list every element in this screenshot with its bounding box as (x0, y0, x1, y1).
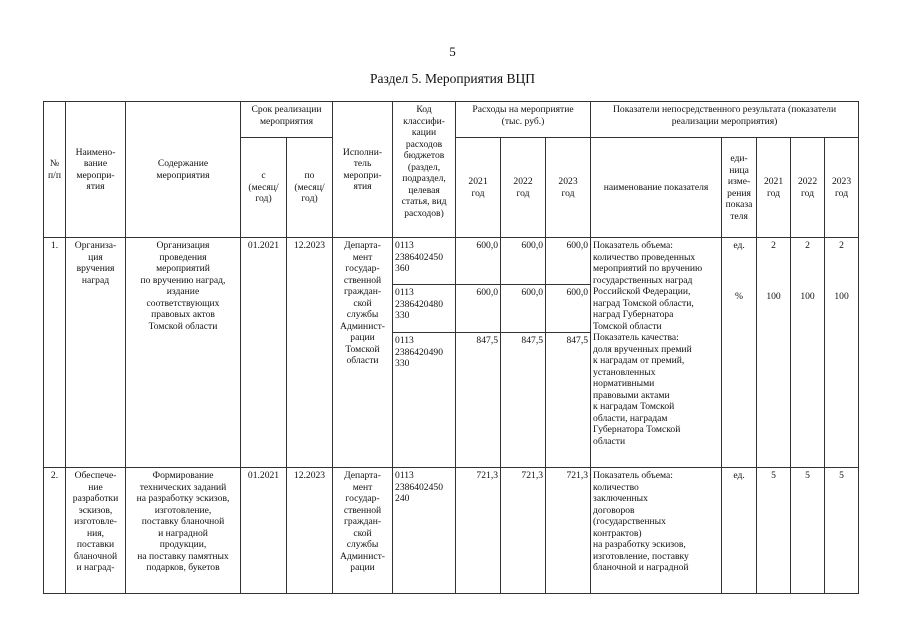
row-ind-2021: 2 (757, 238, 791, 285)
header-name: Наимено- вание меропри- ятия (66, 102, 126, 238)
section-title: Раздел 5. Мероприятия ВЦП (370, 71, 535, 86)
row-unit: ед. (722, 238, 757, 285)
row-ind-2023: 100 (825, 285, 859, 468)
header-unit: еди- ница изме- рения показа теля (722, 138, 757, 238)
row-exp-2023: 600,0 (546, 285, 591, 333)
row-executor: Департа- мент государ- ственной граждан- ской службы Админист- рации (333, 468, 393, 594)
row-code: 0113 2386402450 360 (393, 238, 456, 285)
row-ind-2021: 5 (757, 468, 791, 594)
header-exp-2022: 2022 год (501, 138, 546, 238)
row-exp-2021: 600,0 (456, 285, 501, 333)
row-exp-2023: 847,5 (546, 333, 591, 468)
row-exp-2022: 847,5 (501, 333, 546, 468)
table-row (44, 238, 859, 285)
row-code: 0113 2386402450 240 (393, 468, 456, 594)
row-exp-2022: 600,0 (501, 285, 546, 333)
row-exp-2023: 600,0 (546, 238, 591, 285)
header-indicators: Показатели непосредственного результата (показатели реализации мероприятия) (591, 102, 859, 138)
table-row (44, 468, 859, 594)
events-table (43, 101, 859, 594)
page-number: 5 (449, 44, 456, 59)
row-ind-2023: 5 (825, 468, 859, 594)
header-executor: Исполни- тель меропри- ятия (333, 102, 393, 238)
row-indicator: Показатель объема: количество заключенных договоров (государственных контрактов) на разработку эскизов, изготовление, поставку бланочной и наградной (591, 468, 722, 594)
row-name: Обеспече- ние разработки эскизов, изготовле- ния, поставки бланочной и наград- (66, 468, 126, 594)
row-name: Организа- ция вручения наград (66, 238, 126, 468)
row-from: 01.2021 (241, 468, 287, 594)
header-term-from: с (месяц/ год) (241, 138, 287, 238)
row-ind-2022: 100 (791, 285, 825, 468)
row-exp-2021: 721,3 (456, 468, 501, 594)
row-unit: ед. (722, 468, 757, 594)
header-term: Срок реализации мероприятия (241, 102, 333, 138)
header-code: Код классифи- кации расходов бюджетов (раздел, подраздел, целевая статья, вид расходов) (393, 102, 456, 238)
header-num: № п/п (44, 102, 66, 238)
row-ind-2022: 2 (791, 238, 825, 285)
row-code: 0113 2386420490 330 (393, 333, 456, 468)
row-ind-2023: 2 (825, 238, 859, 285)
row-exp-2021: 600,0 (456, 238, 501, 285)
row-content: Организация проведения мероприятий по вручению наград, издание соответствующих правовых актов Томской области (126, 238, 241, 468)
header-term-to: по (месяц/ год) (287, 138, 333, 238)
header-indicator-name: наименование показателя (591, 138, 722, 238)
row-to: 12.2023 (287, 468, 333, 594)
row-to: 12.2023 (287, 238, 333, 468)
row-unit: % (722, 285, 757, 468)
row-content: Формирование технических заданий на разработку эскизов, изготовление, поставку бланочной и наградной продукции, на поставку памятных подарков, букетов (126, 468, 241, 594)
header-exp-2021: 2021 год (456, 138, 501, 238)
row-indicator: Показатель объема: количество проведенных мероприятий по вручению государственных наград Российской Федерации, наград Томской области, наград Губернатора Томской области Показатель качества: доля врученных премий к наградам от премий, установленных нормативными правовыми актами к наградам Томской области, наградам Губернатора Томской области (591, 238, 722, 468)
row-code: 0113 2386420480 330 (393, 285, 456, 333)
header-content: Содержание мероприятия (126, 102, 241, 238)
row-num: 1. (44, 238, 66, 468)
header-expenses: Расходы на мероприятие (тыс. руб.) (456, 102, 591, 138)
row-exp-2022: 600,0 (501, 238, 546, 285)
row-exp-2023: 721,3 (546, 468, 591, 594)
header-ind-2022: 2022 год (791, 138, 825, 238)
row-ind-2022: 5 (791, 468, 825, 594)
row-exp-2022: 721,3 (501, 468, 546, 594)
header-ind-2021: 2021 год (757, 138, 791, 238)
row-ind-2021: 100 (757, 285, 791, 468)
header-ind-2023: 2023 год (825, 138, 859, 238)
header-exp-2023: 2023 год (546, 138, 591, 238)
row-num: 2. (44, 468, 66, 594)
row-executor: Департа- мент государ- ственной граждан- ской службы Админист- рации Томской области (333, 238, 393, 468)
row-from: 01.2021 (241, 238, 287, 468)
row-exp-2021: 847,5 (456, 333, 501, 468)
header-row-1 (44, 102, 859, 138)
